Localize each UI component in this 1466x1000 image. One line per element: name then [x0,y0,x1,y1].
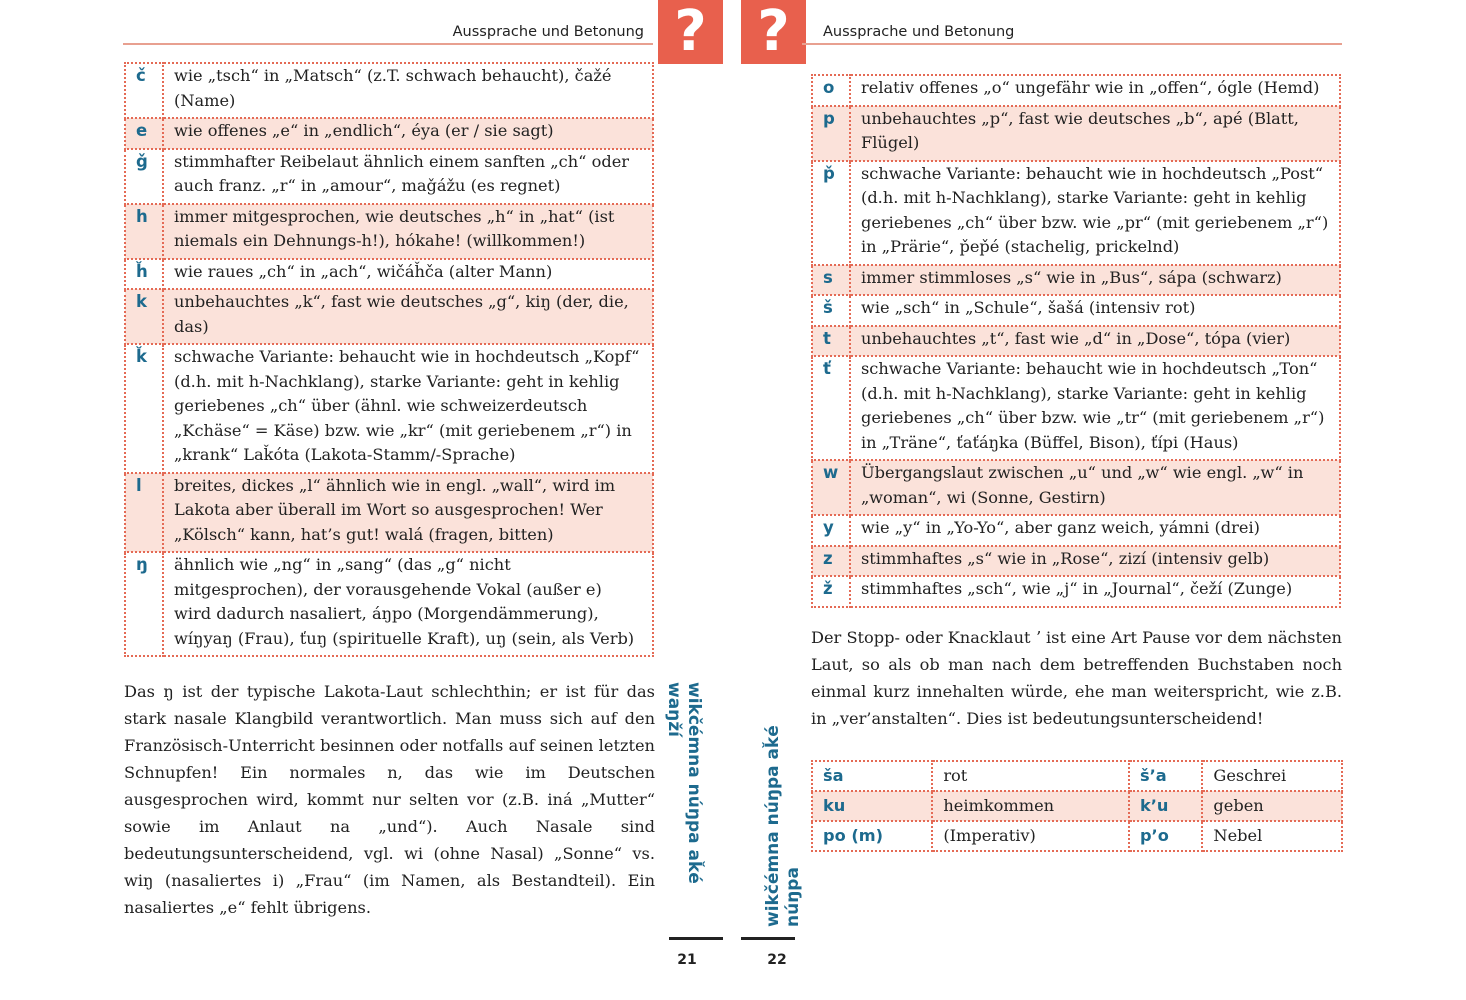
lakota-word-cell: kʼu [1129,791,1202,821]
letter-cell: w [812,460,850,515]
table-row [812,761,1342,791]
running-head: Aussprache und Betonung [452,24,644,40]
letter-cell: ȟ [125,259,163,290]
description-cell: ähnlich wie „ng“ in „sang“ (das „g“ nicht mitgesprochen), der vorausgehende Vokal (außer e) wird dadurch nasaliert, áŋpo (Morgendämmerung), wíŋyaŋ (Frau), ťuŋ (spirituelle Kraft), uŋ (sein, als Verb) [163,552,653,656]
description-cell: Übergangslaut zwischen „u“ und „w“ wie engl. „w“ in „woman“, wi (Sonne, Gestirn) [850,460,1340,515]
body-paragraph: Das ŋ ist der typische Lakota-Laut schlechthin; er ist für das stark nasale Klangbild verantwortlich. Man muss sich auf den Französisch-Unterricht besinnen oder notfalls auf seinen letzten Schnupfen! Ein normales n, das wie im Deutschen ausgesprochen wird, kommt nur selten vor (z.B. iná „Mutter“ sowie im Anlaut na „und“). Auch Nasale sind bedeutungsunterscheidend, vgl. wi (ohne Nasal) „Sonne“ vs. wiŋ (nasaliertes i) „Frau“ (im Namen, als Bestandteil). Ein nasaliertes „e“ fehlt übrigens. [124,682,655,917]
translation-cell: heimkommen [932,791,1129,821]
pronunciation-table [811,74,1341,608]
description-cell: unbehauchtes „k“, fast wie deutsches „g“, kiŋ (der, die, das) [163,289,653,344]
lakota-word-cell: šʼa [1129,761,1202,791]
letter-cell: h [125,204,163,259]
letter-cell: o [812,75,850,106]
table-row [812,791,1342,821]
description-cell: wie „y“ in „Yo-Yo“, aber ganz weich, yámni (drei) [850,515,1340,546]
description-cell: immer mitgesprochen, wie deutsches „h“ in „hat“ (ist niemals ein Dehnungs-h!), hókahe! (willkommen!) [163,204,653,259]
lakota-word-cell: po (m) [812,821,932,851]
translation-cell: Geschrei [1202,761,1342,791]
translation-cell: geben [1202,791,1342,821]
table-row [812,161,1340,265]
footer-rule [741,937,795,940]
description-cell: wie offenes „e“ in „endlich“, éya (er / sie sagt) [163,118,653,149]
table-row [812,546,1340,577]
description-cell: immer stimmloses „s“ wie in „Bus“, sápa (schwarz) [850,265,1340,296]
letter-cell: ǩ [125,344,163,473]
letter-cell: s [812,265,850,296]
letter-cell: t [812,326,850,357]
lakota-word-cell: pʼo [1129,821,1202,851]
letter-cell: ŋ [125,552,163,656]
letter-cell: p̌ [812,161,850,265]
translation-cell: rot [932,761,1129,791]
table-row [812,265,1340,296]
question-mark-icon: ? [658,0,723,64]
vertical-side-title: wikčémna núŋpa aǩé núŋpa [763,725,803,927]
table-row [812,821,1342,851]
description-cell: unbehauchtes „t“, fast wie „d“ in „Dose“, tópa (vier) [850,326,1340,357]
table-row [812,576,1340,607]
description-cell: unbehauchtes „p“, fast wie deutsches „b“, apé (Blatt, Flügel) [850,106,1340,161]
table-row [125,473,653,553]
page-number: 21 [677,952,697,968]
body-paragraph: Der Stopp- oder Knacklaut ʼ ist eine Art Pause vor dem nächsten Laut, so als ob man nach dem betreffenden Buchstaben noch einmal kurz innehalten würde, ehe man weiterspricht, wie z.B. in „ver’anstalten“. Dies ist bedeutungsunterscheidend! [811,628,1342,728]
letter-cell: z [812,546,850,577]
letter-cell: ž [812,576,850,607]
pronunciation-table [124,62,654,657]
footer-rule [669,937,723,940]
letter-cell: y [812,515,850,546]
right-page [733,0,1466,1000]
vertical-side-title: wikčémna núŋpa aǩé waŋží [664,682,704,884]
description-cell: wie raues „ch“ in „ach“, wičáȟča (alter Mann) [163,259,653,290]
glottal-stop-examples-table [811,760,1343,852]
table-row [812,326,1340,357]
question-mark-icon: ? [741,0,806,64]
table-row [812,106,1340,161]
table-row [125,204,653,259]
translation-cell: (Imperativ) [932,821,1129,851]
table-row [125,289,653,344]
table-row [125,344,653,473]
table-row [812,515,1340,546]
running-head: Aussprache und Betonung [823,24,1015,40]
description-cell: schwache Variante: behaucht wie in hochdeutsch „Post“ (d.h. mit h-Nachklang), starke Variante: geht in kehlig geriebenes „ch“ über bzw. wie „pr“ (mit geriebenem „r“) in „Prärie“, p̌ep̌é (stachelig, prickelnd) [850,161,1340,265]
table-row [812,460,1340,515]
header-rule [123,43,653,45]
lakota-word-cell: ša [812,761,932,791]
header-rule [802,43,1342,45]
table-row [125,63,653,118]
letter-cell: l [125,473,163,553]
translation-cell: Nebel [1202,821,1342,851]
table-row [812,356,1340,460]
letter-cell: p [812,106,850,161]
letter-cell: č [125,63,163,118]
description-cell: stimmhafter Reibelaut ähnlich einem sanften „ch“ oder auch franz. „r“ in „amour“, maǧážu (es regnet) [163,149,653,204]
table-row [125,259,653,290]
letter-cell: ť [812,356,850,460]
description-cell: wie „tsch“ in „Matsch“ (z.T. schwach behaucht), čažé (Name) [163,63,653,118]
lakota-word-cell: ku [812,791,932,821]
description-cell: schwache Variante: behaucht wie in hochdeutsch „Kopf“ (d.h. mit h-Nachklang), starke Variante: geht in kehlig geriebenes „ch“ über (ähnl. wie schweizerdeutsch „Kchäse“ = Käse) bzw. wie „kr“ (mit geriebenem „r“) in „krank“ Laǩóta (Lakota-Stamm/-Sprache) [163,344,653,473]
letter-cell: ǧ [125,149,163,204]
description-cell: breites, dickes „l“ ähnlich wie in engl. „wall“, wird im Lakota aber überall im Wort so ausgesprochen! Wer „Kölsch“ kann, hat’s gut! walá (fragen, bitten) [163,473,653,553]
table-row [812,75,1340,106]
description-cell: stimmhaftes „s“ wie in „Rose“, zizí (intensiv gelb) [850,546,1340,577]
letter-cell: e [125,118,163,149]
table-row [125,552,653,656]
table-row [812,295,1340,326]
description-cell: relativ offenes „o“ ungefähr wie in „offen“, ógle (Hemd) [850,75,1340,106]
page-number: 22 [767,952,787,968]
description-cell: schwache Variante: behaucht wie in hochdeutsch „Ton“ (d.h. mit h-Nachklang), starke Variante: geht in kehlig geriebenes „ch“ über bzw. wie „tr“ (mit geriebenem „r“) in „Träne“, ťaťáŋka (Büffel, Bison), ťípi (Haus) [850,356,1340,460]
description-cell: wie „sch“ in „Schule“, šašá (intensiv rot) [850,295,1340,326]
description-cell: stimmhaftes „sch“, wie „j“ in „Journal“, čeží (Zunge) [850,576,1340,607]
table-row [125,149,653,204]
letter-cell: š [812,295,850,326]
letter-cell: k [125,289,163,344]
table-row [125,118,653,149]
